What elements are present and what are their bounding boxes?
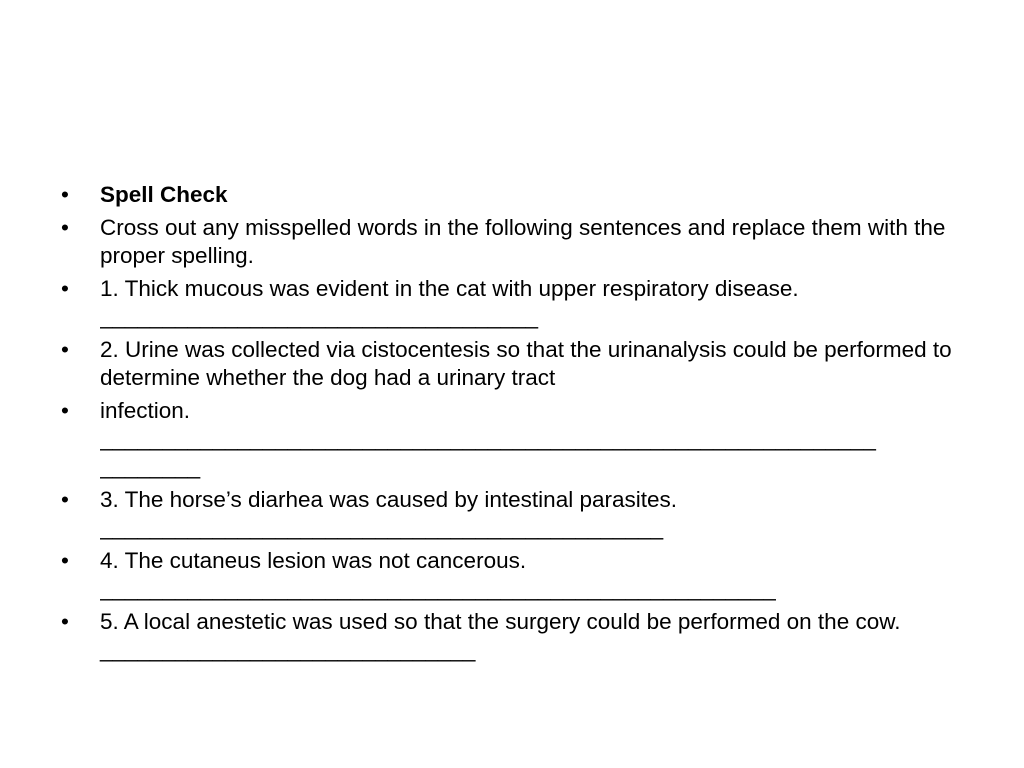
list-item-sentence-4 bbox=[60, 547, 960, 603]
instructions-text: Cross out any misspelled words in the following sentences and replace them with the proper spelling. bbox=[100, 215, 946, 268]
sentence-1-text: 1. Thick mucous was evident in the cat with upper respiratory disease. bbox=[100, 276, 799, 301]
bullet-icon: • bbox=[61, 548, 69, 573]
bullet-icon: • bbox=[61, 337, 69, 362]
answer-blank-3[interactable]: _____________________________________________ bbox=[100, 515, 664, 540]
sentence-5-text: 5. A local anestetic was used so that the surgery could be performed on the cow. ______________________________ bbox=[100, 609, 901, 662]
answer-blank-1[interactable]: ___________________________________ bbox=[100, 304, 538, 329]
sentence-2-continued-text: infection. bbox=[100, 398, 191, 423]
bullet-icon: • bbox=[61, 609, 69, 634]
sentence-4-text: 4. The cutaneus lesion was not cancerous. bbox=[100, 548, 527, 573]
sentence-2-text: 2. Urine was collected via cistocentesis so that the urinanalysis could be performed to determine whether the dog had a urinary tract bbox=[100, 337, 952, 390]
list-item-sentence-1 bbox=[60, 275, 960, 331]
list-item-sentence-2 bbox=[60, 336, 960, 392]
bullet-icon: • bbox=[61, 276, 69, 301]
slide-title: Spell Check bbox=[100, 182, 228, 207]
bullet-icon: • bbox=[61, 398, 69, 423]
answer-blank-2[interactable]: ______________________________________________________________ bbox=[100, 426, 876, 451]
answer-blank-4[interactable]: ______________________________________________________ bbox=[100, 576, 776, 601]
list-item-instructions bbox=[60, 214, 960, 270]
bullet-icon: • bbox=[61, 487, 69, 512]
list-item-sentence-2-continued bbox=[60, 397, 960, 481]
list-item-title bbox=[60, 181, 960, 209]
bullet-icon: • bbox=[61, 215, 69, 240]
answer-blank-2-continued[interactable]: ________ bbox=[100, 454, 201, 479]
bullet-list bbox=[60, 181, 960, 669]
list-item-sentence-5 bbox=[60, 608, 960, 664]
bullet-icon: • bbox=[61, 182, 69, 207]
sentence-3-text: 3. The horse’s diarhea was caused by intestinal parasites. bbox=[100, 487, 678, 512]
list-item-sentence-3 bbox=[60, 486, 960, 542]
